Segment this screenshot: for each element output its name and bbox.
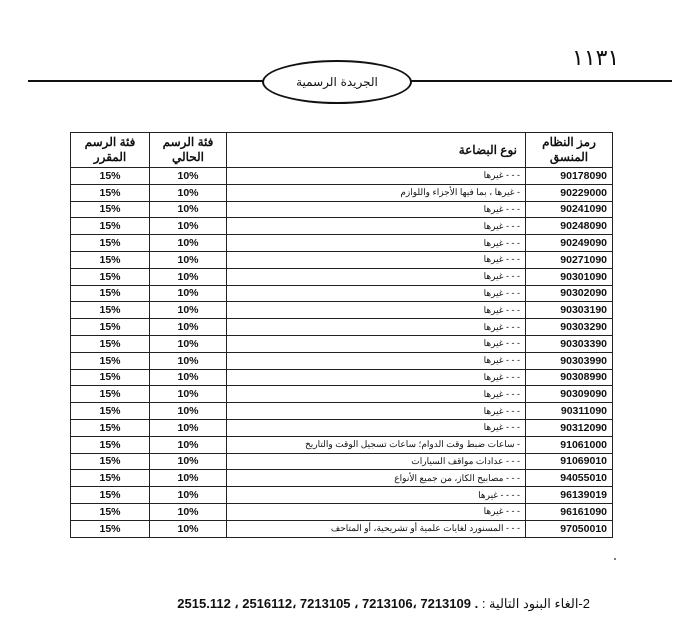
cell-new-rate: 15%	[71, 168, 150, 185]
cell-current-rate: 10%	[150, 419, 227, 436]
footer-codes: 2515.112 ، 2516112، 7213105 ، 7213106، 7213109 .	[177, 596, 479, 611]
cell-description: - - - المسنورد لغايات علمية أو تشريحية، أو المتاحف	[227, 520, 526, 537]
cell-code: 90249090	[526, 235, 613, 252]
cell-code: 97050010	[526, 520, 613, 537]
tariff-table	[70, 132, 613, 538]
cell-description: - - - غيرها	[227, 386, 526, 403]
table-row	[71, 520, 613, 537]
table-row	[71, 218, 613, 235]
cell-description: - - - غيرها	[227, 285, 526, 302]
cell-new-rate: 15%	[71, 235, 150, 252]
cell-description: - - - غيرها	[227, 268, 526, 285]
cell-new-rate: 15%	[71, 520, 150, 537]
table-row	[71, 319, 613, 336]
table-row	[71, 487, 613, 504]
cell-code: 90303390	[526, 335, 613, 352]
table-row	[71, 470, 613, 487]
cell-current-rate: 10%	[150, 520, 227, 537]
table-row	[71, 335, 613, 352]
gazette-title: الجريدة الرسمية	[262, 60, 412, 104]
cell-code: 90301090	[526, 268, 613, 285]
cell-description: - - - غيرها	[227, 168, 526, 185]
cell-code: 90303190	[526, 302, 613, 319]
table-row	[71, 386, 613, 403]
table-row	[71, 184, 613, 201]
table-row	[71, 302, 613, 319]
cell-new-rate: 15%	[71, 352, 150, 369]
cell-new-rate: 15%	[71, 470, 150, 487]
cell-current-rate: 10%	[150, 251, 227, 268]
header-new-rate: فئة الرسم المقرر	[71, 133, 150, 168]
cell-new-rate: 15%	[71, 503, 150, 520]
cell-code: 96161090	[526, 503, 613, 520]
cell-description: - - - مصابيح الكاز، من جميع الأنواع	[227, 470, 526, 487]
cell-current-rate: 10%	[150, 436, 227, 453]
cell-current-rate: 10%	[150, 168, 227, 185]
cell-description: - - - غيرها	[227, 201, 526, 218]
cell-new-rate: 15%	[71, 319, 150, 336]
footer-note	[60, 596, 590, 612]
header-description: نوع البضاعة	[227, 133, 526, 168]
stray-dot	[614, 558, 616, 560]
cell-current-rate: 10%	[150, 302, 227, 319]
cell-new-rate: 15%	[71, 369, 150, 386]
table-row	[71, 453, 613, 470]
footer-label: 2-الغاء البنود التالية :	[481, 596, 590, 611]
cell-current-rate: 10%	[150, 235, 227, 252]
cell-current-rate: 10%	[150, 352, 227, 369]
cell-code: 90303290	[526, 319, 613, 336]
cell-new-rate: 15%	[71, 403, 150, 420]
table-row	[71, 352, 613, 369]
cell-description: - - - غيرها	[227, 503, 526, 520]
cell-current-rate: 10%	[150, 319, 227, 336]
cell-code: 90229000	[526, 184, 613, 201]
cell-current-rate: 10%	[150, 487, 227, 504]
cell-new-rate: 15%	[71, 419, 150, 436]
cell-code: 90311090	[526, 403, 613, 420]
cell-code: 91069010	[526, 453, 613, 470]
table-row	[71, 403, 613, 420]
table-header-row	[71, 133, 613, 168]
cell-new-rate: 15%	[71, 184, 150, 201]
cell-current-rate: 10%	[150, 503, 227, 520]
cell-new-rate: 15%	[71, 436, 150, 453]
cell-description: - - - غيرها	[227, 319, 526, 336]
cell-current-rate: 10%	[150, 335, 227, 352]
cell-code: 90309090	[526, 386, 613, 403]
cell-code: 90308990	[526, 369, 613, 386]
cell-current-rate: 10%	[150, 453, 227, 470]
cell-code: 90303990	[526, 352, 613, 369]
table-row	[71, 419, 613, 436]
page-number: ١١٣١	[572, 46, 620, 71]
table-row	[71, 369, 613, 386]
cell-new-rate: 15%	[71, 302, 150, 319]
cell-current-rate: 10%	[150, 369, 227, 386]
cell-description: - - - عدادات مواقف السيارات	[227, 453, 526, 470]
cell-current-rate: 10%	[150, 184, 227, 201]
cell-current-rate: 10%	[150, 386, 227, 403]
table-row	[71, 235, 613, 252]
cell-current-rate: 10%	[150, 218, 227, 235]
cell-new-rate: 15%	[71, 453, 150, 470]
table-row	[71, 285, 613, 302]
cell-description: - - - غيرها	[227, 335, 526, 352]
cell-code: 90312090	[526, 419, 613, 436]
table-row	[71, 268, 613, 285]
cell-description: - - - غيرها	[227, 369, 526, 386]
cell-new-rate: 15%	[71, 251, 150, 268]
cell-new-rate: 15%	[71, 268, 150, 285]
cell-new-rate: 15%	[71, 386, 150, 403]
cell-current-rate: 10%	[150, 201, 227, 218]
cell-description: - - - غيرها	[227, 352, 526, 369]
cell-code: 90178090	[526, 168, 613, 185]
cell-new-rate: 15%	[71, 335, 150, 352]
cell-new-rate: 15%	[71, 201, 150, 218]
cell-description: - - - غيرها	[227, 403, 526, 420]
table-row	[71, 503, 613, 520]
cell-current-rate: 10%	[150, 268, 227, 285]
cell-description: - ساعات ضبط وقت الدوام؛ ساعات تسجيل الوقت والتاريخ	[227, 436, 526, 453]
table-row	[71, 168, 613, 185]
cell-code: 96139019	[526, 487, 613, 504]
cell-description: - - - غيرها	[227, 302, 526, 319]
cell-current-rate: 10%	[150, 285, 227, 302]
cell-code: 90248090	[526, 218, 613, 235]
table-row	[71, 251, 613, 268]
cell-description: - - - غيرها	[227, 419, 526, 436]
cell-description: - - - غيرها	[227, 235, 526, 252]
cell-code: 91061000	[526, 436, 613, 453]
header-current-rate: فئة الرسم الحالي	[150, 133, 227, 168]
table-row	[71, 201, 613, 218]
cell-new-rate: 15%	[71, 218, 150, 235]
table-row	[71, 436, 613, 453]
cell-code: 90271090	[526, 251, 613, 268]
cell-description: - - - غيرها	[227, 218, 526, 235]
cell-code: 90302090	[526, 285, 613, 302]
cell-new-rate: 15%	[71, 285, 150, 302]
cell-current-rate: 10%	[150, 403, 227, 420]
cell-description: - - - غيرها	[227, 251, 526, 268]
cell-new-rate: 15%	[71, 487, 150, 504]
cell-code: 90241090	[526, 201, 613, 218]
cell-description: - غيرها ، بما فيها الأجزاء واللوازم	[227, 184, 526, 201]
cell-description: - - - - غيرها	[227, 487, 526, 504]
cell-code: 94055010	[526, 470, 613, 487]
cell-current-rate: 10%	[150, 470, 227, 487]
header-code: رمز النظام المنسق	[526, 133, 613, 168]
